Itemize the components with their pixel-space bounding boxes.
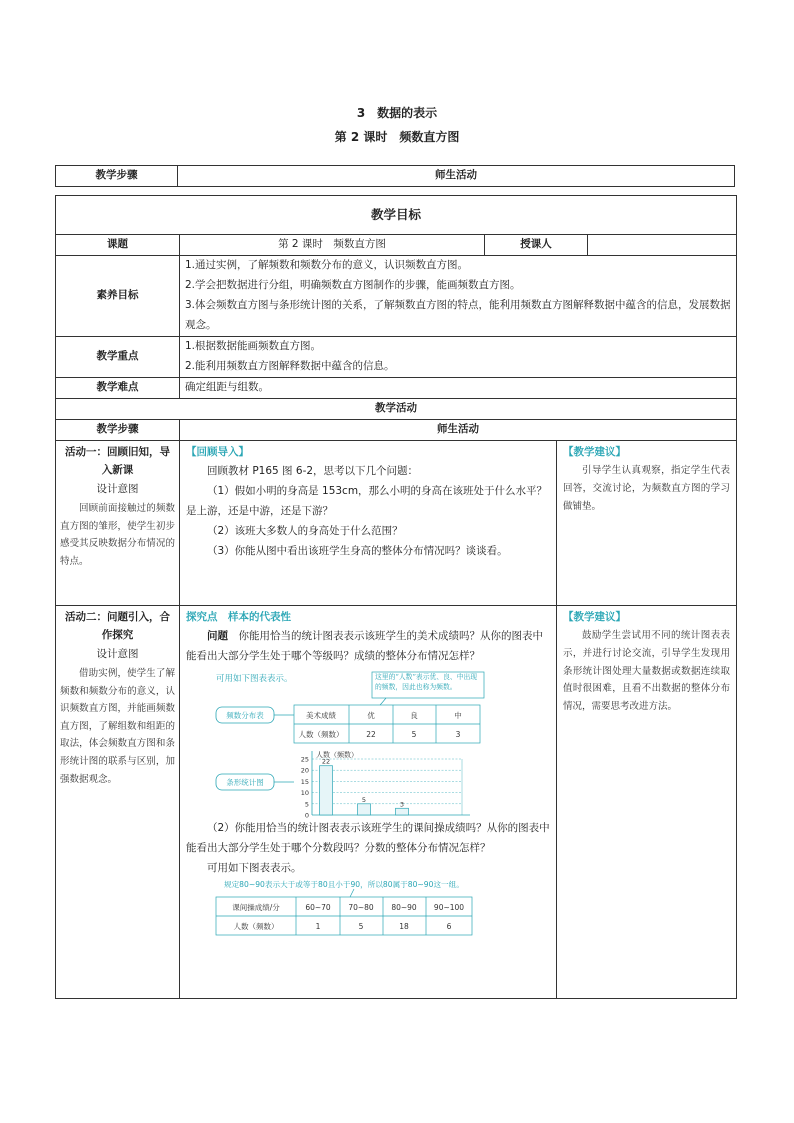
literacy-item: 2.学会把数据进行分组，明确频数直方图制作的步骤，能画频数直方图。: [185, 278, 521, 291]
lesson-title: 第 2 课时 频数直方图: [334, 130, 460, 144]
score-td: 18: [399, 922, 409, 932]
y-tick-label: 5: [304, 800, 309, 809]
score-td: 人数（频数）: [233, 922, 279, 932]
fig-note: 可用如下图表表示。: [216, 674, 293, 685]
literacy-items: [180, 255, 737, 336]
literacy-item: 3.体会频数直方图与条形统计图的关系，了解频数直方图的特点，能利用频数直方图解释数据中蕴含的信息，发展数据观念。: [185, 298, 731, 331]
act1-q1: （1）假如小明的身高是 153cm，那么小明的身高在该班处于什么水平？是上游，还是中游，还是下游？: [186, 485, 548, 518]
act2-content: [180, 605, 557, 998]
freq-table-label: 频数分布表: [226, 711, 264, 721]
freq-td: 人数（频数）: [298, 730, 344, 740]
act2-advice-tag: 【教学建议】: [563, 610, 626, 623]
objectives-title: 教学目标: [56, 196, 737, 235]
act1-name: 活动一：回顾旧知，导入新课: [65, 445, 170, 477]
score-th: 60~70: [305, 903, 331, 913]
freq-td: 5: [411, 730, 417, 740]
literacy-label: 素养目标: [56, 255, 180, 336]
y-tick-label: 15: [300, 778, 309, 787]
y-tick-label: 20: [300, 767, 309, 776]
act2-design-text: 借助实例，使学生了解频数和频数分布的意义，认识频数直方图，并能画频数直方图，了解组数和组距的取法，体会频数直方图和条形统计图的联系与区别，加强数据观念。: [60, 668, 175, 785]
act2-name: 活动二：问题引入，合作探究: [65, 610, 170, 642]
topic-value: 第 2 课时 频数直方图: [180, 235, 485, 256]
freq-th: 美术成绩: [306, 711, 336, 721]
key-item: 2.能利用频数直方图解释数据中蕴含的信息。: [185, 359, 395, 372]
freq-th: 良: [410, 711, 418, 721]
score-td: 1: [315, 922, 321, 932]
act1-tag: 【回顾导入】: [186, 445, 249, 458]
score-td: 6: [446, 922, 452, 932]
y-tick-label: 25: [300, 755, 309, 764]
bar-value-label: 5: [361, 796, 367, 805]
score-th: 80~90: [391, 903, 417, 913]
act1-q3: （3）你能从图中看出该班学生身高的整体分布情况吗？谈谈看。: [207, 545, 508, 558]
art-figure: [186, 669, 486, 819]
top-header-table: [55, 165, 735, 187]
bar-value-label: 22: [321, 758, 331, 767]
col-step: 教学步骤: [56, 419, 180, 440]
act2-design-label: 设计意图: [96, 648, 139, 661]
act2-problem-text: 你能用恰当的统计图表表示该班学生的美术成绩吗？从你的图表中能看出大部分学生处于哪个等级吗？成绩的整体分布情况怎样？: [186, 630, 543, 663]
teacher-value: [588, 235, 737, 256]
exercise-figure: [186, 879, 486, 937]
act1-intro: 回顾教材 P165 图 6-2，思考以下几个问题：: [207, 465, 419, 478]
freq-th: 优: [367, 711, 375, 721]
bar-chart: [301, 750, 478, 819]
score-th: 70~80: [348, 903, 374, 913]
bar-value-label: 3: [399, 800, 405, 809]
bar: [396, 809, 409, 816]
act2-q2: （2）你能用恰当的统计图表表示该班学生的课间操成绩吗？从你的图表中能看出大部分学生处于哪个分数段吗？分数的整体分布情况怎样？: [186, 822, 550, 855]
main-table: [55, 195, 737, 999]
act1-content: [180, 440, 557, 605]
bar-chart-label: 条形统计图: [226, 778, 264, 788]
score-table: [216, 897, 472, 935]
top-col-activity: 师生活动: [178, 166, 735, 187]
literacy-item: 1.通过实例，了解频数和频数分布的意义，认识频数直方图。: [185, 258, 469, 271]
fig2-callout-arrow: [350, 889, 354, 897]
top-col-step: 教学步骤: [56, 166, 178, 187]
act1-advice-text: 引导学生认真观察，指定学生代表回答，交流讨论，为频数直方图的学习做铺垫。: [563, 465, 730, 512]
y-tick-label: 0: [304, 811, 309, 820]
score-th: 90~100: [433, 903, 465, 913]
act1-advice-tag: 【教学建议】: [563, 445, 626, 458]
act2-problem: [186, 627, 550, 667]
section-title: 3 数据的表示: [356, 106, 438, 120]
act2-explore: 探究点 样本的代表性: [186, 610, 291, 623]
teacher-label: 授课人: [485, 235, 588, 256]
activities-title: 教学活动: [56, 398, 737, 419]
y-axis-label: 人数（频数）: [316, 751, 358, 760]
key-items: [180, 336, 737, 377]
score-td: 5: [358, 922, 364, 932]
act2-step: [56, 605, 180, 998]
freq-td: 22: [366, 730, 376, 740]
freq-td: 3: [455, 730, 461, 740]
bar: [320, 766, 333, 815]
freq-table: [294, 705, 480, 743]
fig-callout: 这里的“人数”表示优、良、中出现的频数，因此也称为频数。: [375, 673, 478, 692]
freq-th: 中: [454, 711, 462, 721]
act2-problem-label: 问题: [207, 630, 228, 643]
topic-label: 课题: [56, 235, 180, 256]
act1-design-label: 设计意图: [96, 483, 139, 496]
act1-advice: [557, 440, 737, 605]
act2-advice: [557, 605, 737, 998]
fig2-callout: 规定80~90表示大于或等于80且小于90，所以80属于80~90这一组。: [224, 880, 464, 890]
key-label: 教学重点: [56, 336, 180, 377]
callout-arrow: [380, 698, 386, 705]
col-activity: 师生活动: [180, 419, 737, 440]
act2-advice-text: 鼓励学生尝试用不同的统计图表表示，并进行讨论交流，引导学生发现用条形统计图处理大量数据或数据连续取值时很困难，且看不出数据的整体分布情况，需要思考改进方法。: [563, 630, 730, 712]
difficult-value: 确定组距与组数。: [180, 377, 737, 398]
act1-step: [56, 440, 180, 605]
act1-q2: （2）该班大多数人的身高处于什么范围？: [207, 525, 403, 538]
bar: [358, 804, 371, 815]
act1-design-text: 回顾前面接触过的频数直方图的雏形，使学生初步感受其反映数据分布情况的特点。: [60, 503, 175, 567]
difficult-label: 教学难点: [56, 377, 180, 398]
score-th: 课间操成绩/分: [232, 903, 280, 913]
fig2-note: 可用如下图表表示。: [207, 862, 302, 875]
key-item: 1.根据数据能画频数直方图。: [185, 339, 322, 352]
y-tick-label: 10: [300, 789, 309, 798]
